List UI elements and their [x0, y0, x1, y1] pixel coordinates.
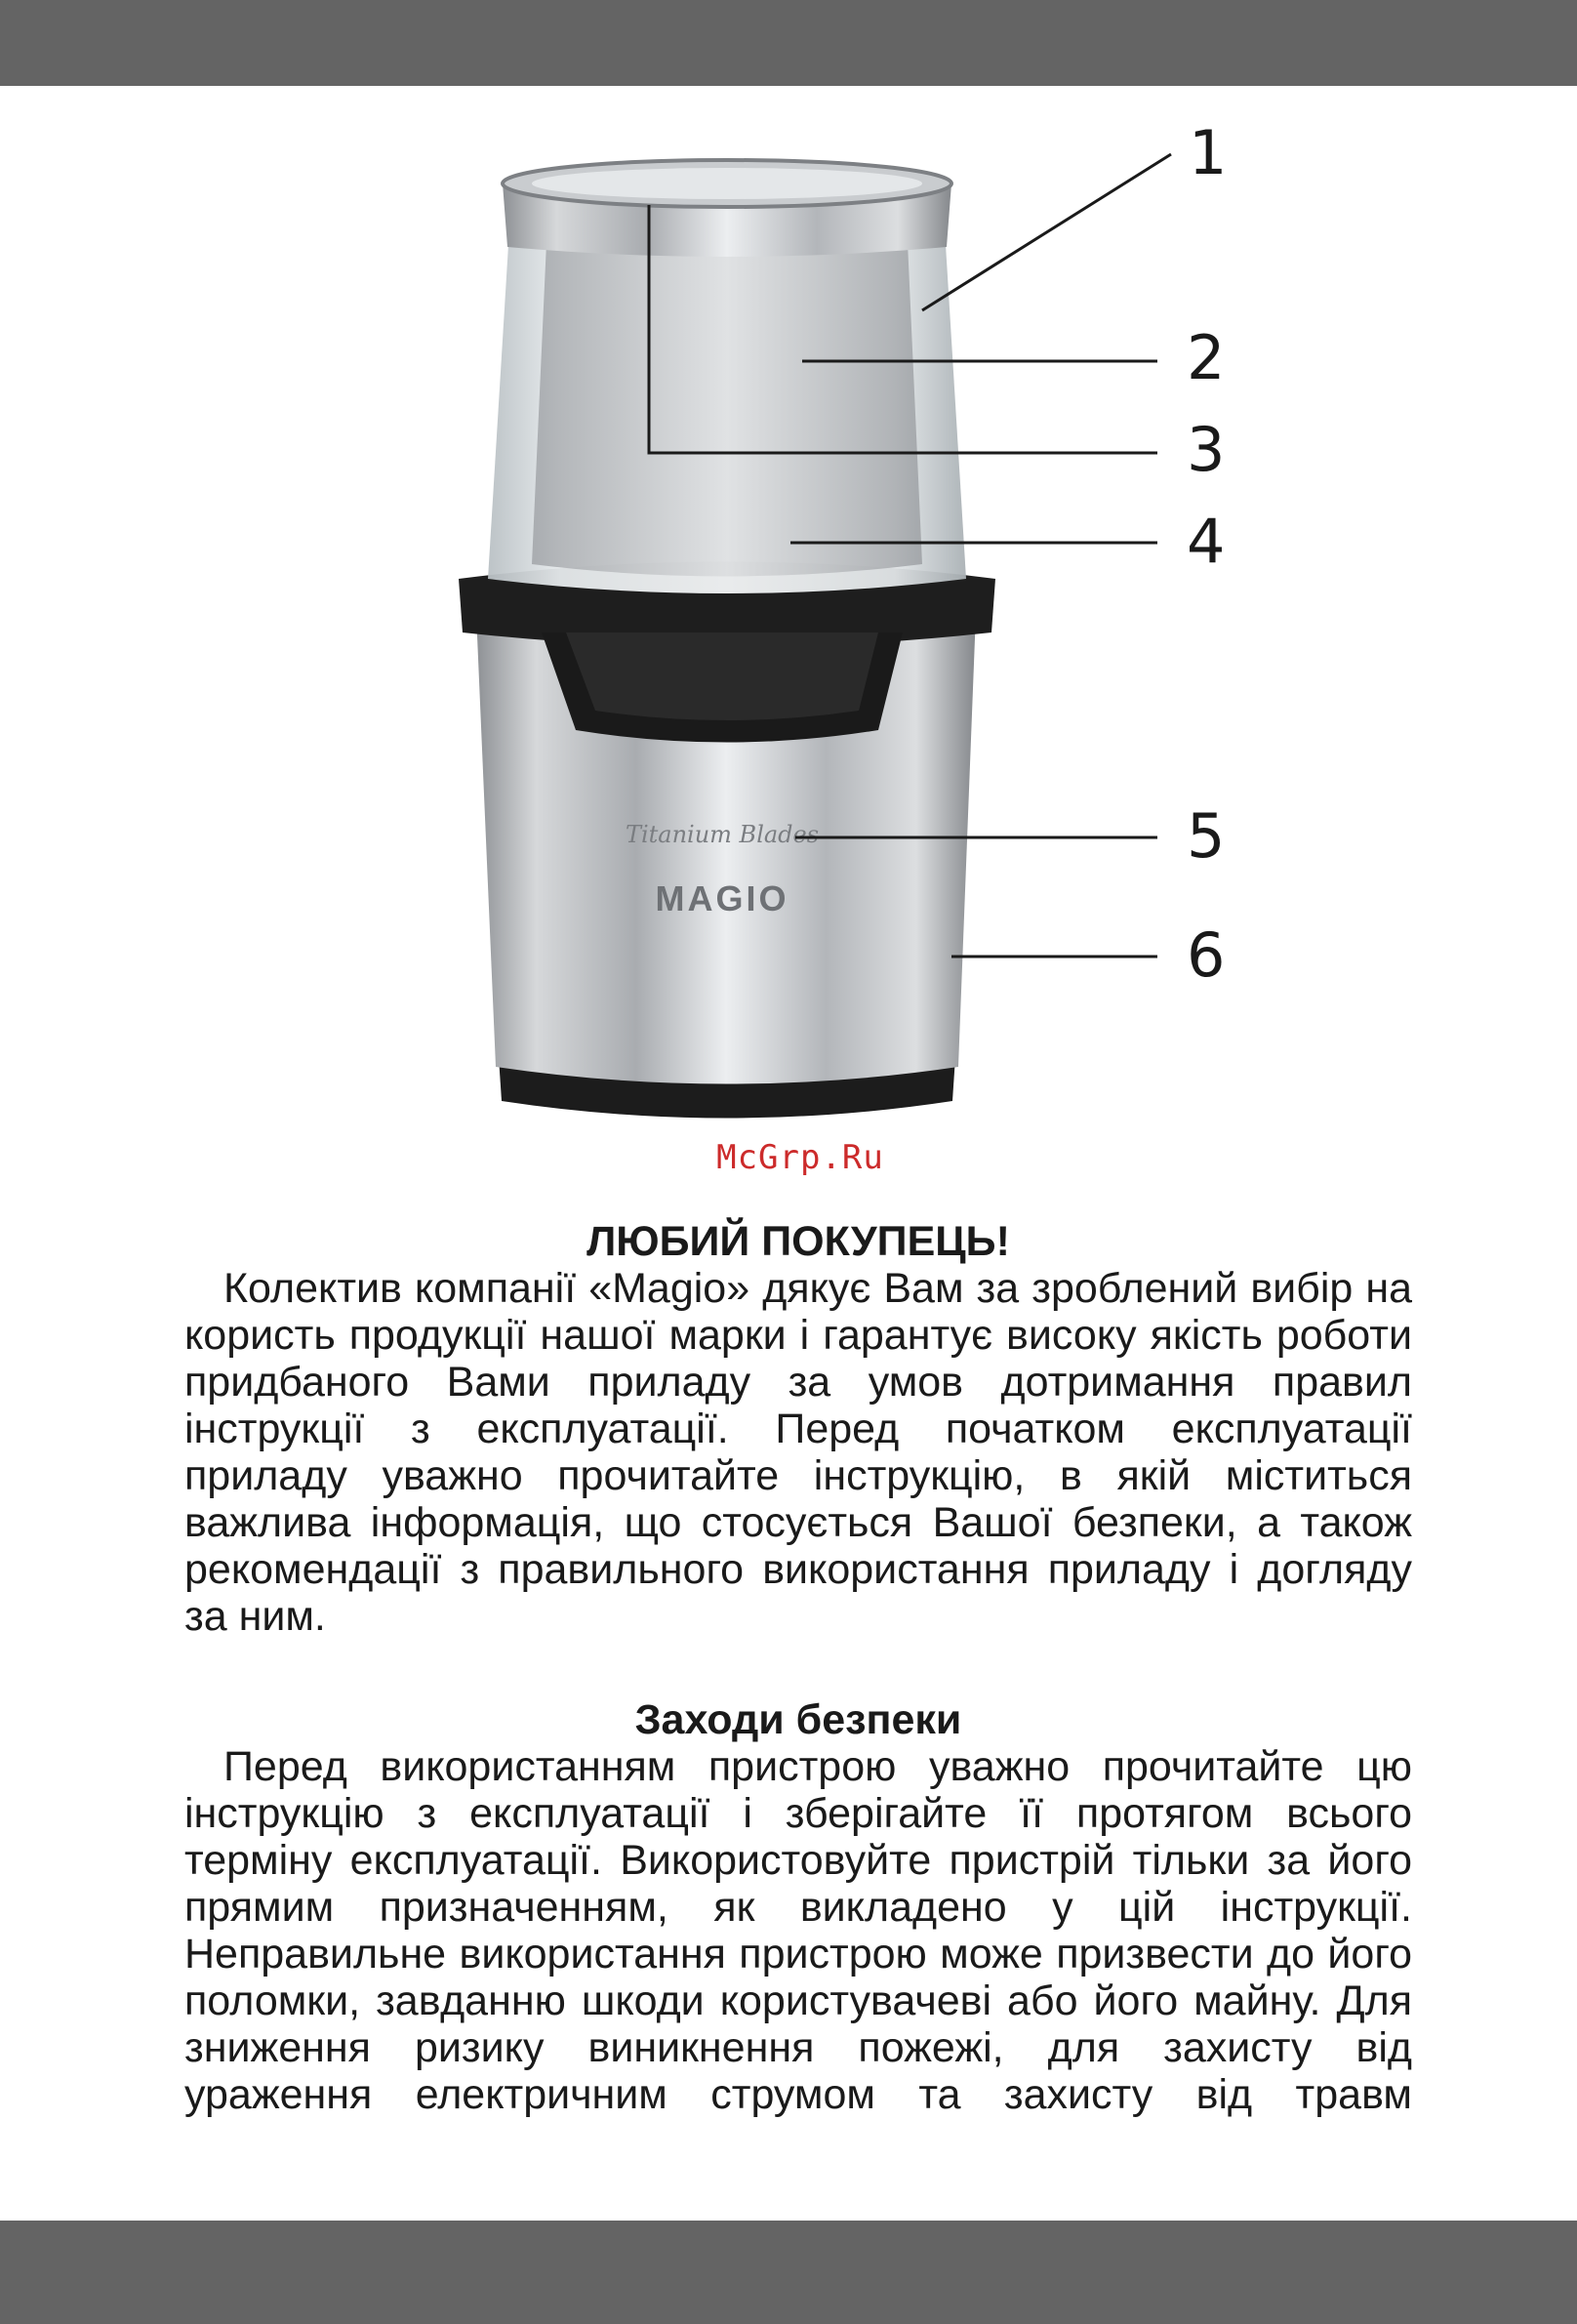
- watermark-text: McGrp.Ru: [716, 1138, 884, 1177]
- titanium-blades-text: Titanium Blades: [625, 821, 820, 848]
- callout-1: 1: [1189, 117, 1228, 188]
- callout-5: 5: [1187, 800, 1226, 872]
- safety-section: [184, 1696, 1412, 2118]
- coffee-grinder-image: [0, 86, 1577, 1189]
- safety-heading: Заходи безпеки: [634, 1696, 962, 1743]
- top-bar: [0, 0, 1577, 86]
- bottom-bar: [0, 2221, 1577, 2324]
- callout-3: 3: [1187, 414, 1226, 485]
- callout-4: 4: [1187, 506, 1226, 577]
- greeting-heading: ЛЮБИЙ ПОКУПЕЦЬ!: [586, 1218, 1010, 1265]
- magio-logo-text: MAGIO: [655, 878, 789, 918]
- greeting-section: [184, 1218, 1412, 1640]
- product-illustration: [0, 86, 1577, 1189]
- safety-paragraph: Перед використанням пристрою уважно прочитайте цю інструкцію з експлуатації і зберігайте її протягом всього терміну експлуатації. Використовуйте пристрій тільки за його прямим призначенням, як викладено у цій інструкції. Неправильне використання пристрою може призвести до його поломки, завданню шкоди користувачеві або його майну. Для зниження ризику виникнення пожежі, для захисту від ураження електричним струмом та захисту від травм: [184, 1743, 1412, 2118]
- callout-2: 2: [1187, 322, 1226, 393]
- callout-6: 6: [1187, 919, 1226, 991]
- greeting-paragraph: Колектив компанії «Magio» дякує Вам за зроблений вибір на користь продукції нашої марки і гарантує високу якість роботи придбаного Вами приладу за умов дотримання правил інструкції з експлуатації. Перед початком експлуатації приладу уважно прочитайте інструкцію, в якій міститься важлива інформація, що стосується Вашої безпеки, а також рекомендації з правильного використання приладу і догляду за ним.: [184, 1265, 1412, 1640]
